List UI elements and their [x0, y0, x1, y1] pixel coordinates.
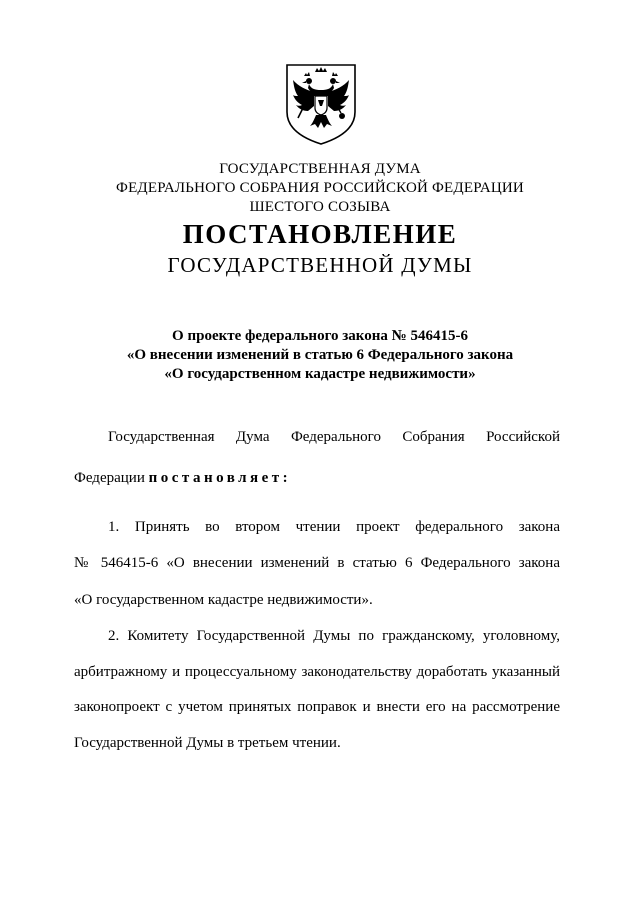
- preamble-prefix: Федерации: [74, 470, 149, 486]
- item-2-line: Государственной Думы в третьем чтении.: [74, 735, 341, 751]
- header-line-convocation: ШЕСТОГО СОЗЫВА: [249, 199, 391, 215]
- preamble-line: Государственная Дума Федерального Собрания Российской: [108, 429, 560, 445]
- subject-line: «О внесении изменений в статью 6 Федерального закона: [126, 347, 514, 363]
- subject-line: О проекте федерального закона № 546415-6: [172, 328, 468, 344]
- resolution-verb: постановляет:: [148, 470, 292, 486]
- coat-of-arms-icon: [284, 62, 358, 146]
- item-2-line: 2. Комитету Государственной Думы по гражданскому, уголовному,: [108, 628, 560, 644]
- header-line-duma: ГОСУДАРСТВЕННАЯ ДУМА: [219, 161, 421, 177]
- item-2-line: арбитражному и процессуальному законодательству доработать указанный: [74, 664, 560, 680]
- header-line-federal-assembly: ФЕДЕРАЛЬНОГО СОБРАНИЯ РОССИЙСКОЙ ФЕДЕРАЦИИ: [116, 180, 524, 196]
- document-subject: [0, 327, 640, 384]
- subject-line: «О государственном кадастре недвижимости»: [164, 366, 476, 382]
- item-2-line: законопроект с учетом принятых поправок и внести его на рассмотрение: [74, 699, 560, 715]
- item-1-line: «О государственном кадастре недвижимости».: [74, 592, 373, 608]
- issuing-body: [0, 160, 640, 217]
- document-issuer: ГОСУДАРСТВЕННОЙ ДУМЫ: [167, 253, 473, 277]
- preamble-line: [74, 468, 560, 488]
- item-1-line: № 546415-6 «О внесении изменений в статью 6 Федерального закона: [74, 555, 560, 571]
- document-type: ПОСТАНОВЛЕНИЕ: [182, 219, 458, 249]
- item-1-line: 1. Принять во втором чтении проект федерального закона: [108, 519, 560, 535]
